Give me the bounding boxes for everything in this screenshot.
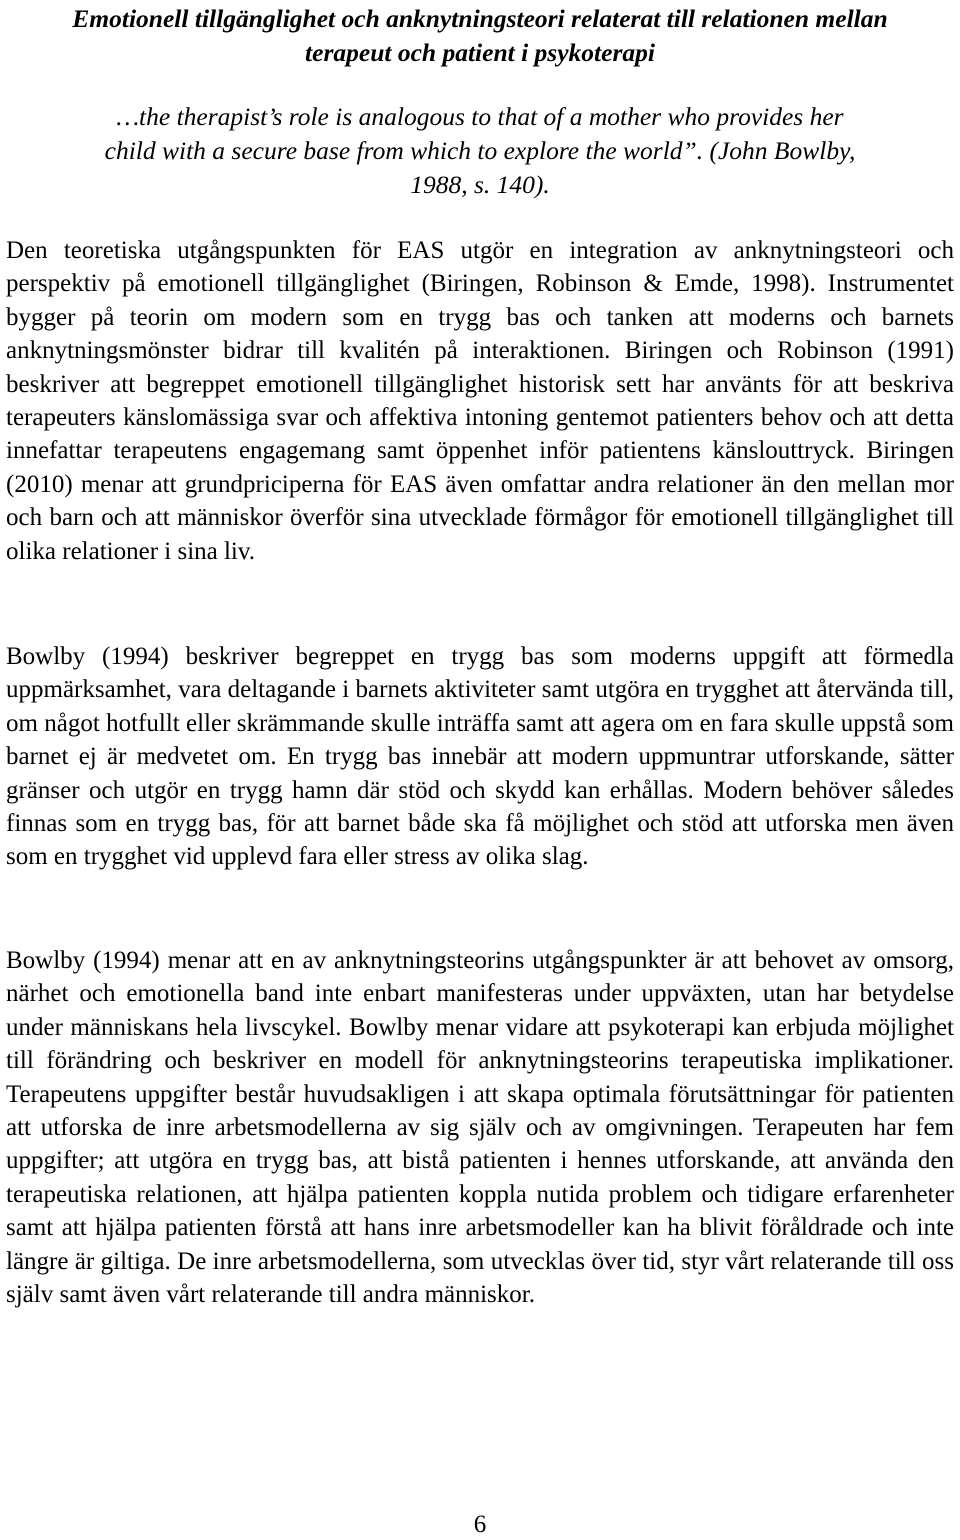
- paragraph-therapist-tasks: Bowlby (1994) menar att en av anknytningsteorins utgångspunkter är att behovet av omsorg, närhet och emotionella band inte enbart manifesteras under uppväxten, utan har betydelse under människans hela livscykel. Bowlby menar vidare att psykoterapi kan erbjuda möjlighet till förändring och beskriver en modell för anknytningsteorins terapeutiska implikationer. Terapeutens uppgifter består huvudsakligen i att skapa optimala förutsättningar för patienten att utforska de inre arbetsmodellerna av sig själv och av omgivningen. Terapeuten har fem uppgifter; att utgöra en trygg bas, att bistå patienten i hennes utforskande, att använda den terapeutiska relationen, att hjälpa patienten koppla nutida problem och tidigare erfarenheter samt att hjälpa patienten förstå att hans inre arbetsmodeller kan ha blivit föråldrade och inte längre är giltiga. De inre arbetsmodellerna, som utvecklas över tid, styr vårt relaterande till oss själv samt även vårt relaterande till andra människor.: [6, 947, 954, 1309]
- page-number: 6: [473, 1511, 487, 1538]
- epigraph-quote: …the therapist’s role is analogous to that of a mother who provides her child with a secure base from which to explore the world”. (John Bowlby, 1988, s. 140).: [104, 102, 856, 199]
- paragraph-eas-theory: Den teoretiska utgångspunkten för EAS utgör en integration av anknytningsteori och perspektiv på emotionell tillgänglighet (Biringen, Robinson & Emde, 1998). Instrumentet bygger på teorin om modern som en trygg bas och tanken att moderns och barnets anknytningsmönster bidrar till kvalitén på interaktionen. Biringen och Robinson (1991) beskriver att begreppet emotionell tillgänglighet historisk sett har använts för att beskriva terapeuters känslomässiga svar och affektiva intoning gentemot patienters behov och att detta innefattar terapeutens engagemang samt öppenhet inför patientens känslouttryck. Biringen (2010) menar att grundpriciperna för EAS även omfattar andra relationer än den mellan mor och barn och att människor överför sina utvecklade förmågor för emotionell tillgänglighet till olika relationer i sina liv.: [6, 237, 954, 565]
- paragraph-secure-base: Bowlby (1994) beskriver begreppet en trygg bas som moderns uppgift att förmedla uppmärksamhet, vara deltagande i barnets aktiviteter samt utgöra en trygghet att återvända till, om något hotfullt eller skrämmande skulle inträffa samt att agera om en fara skulle uppstå som barnet ej är medvetet om. En trygg bas innebär att modern uppmuntrar utforskande, sätter gränser och utgör en trygg hamn där stöd och skydd kan erhållas. Modern behöver således finnas som en trygg bas, för att barnet både ska få möjlighet och stöd att utforska men även som en trygghet vid upplevd fara eller stress av olika slag.: [6, 643, 954, 871]
- document-heading: Emotionell tillgänglighet och anknytningsteori relaterat till relationen mellan terapeut och patient i psykoterapi: [72, 4, 888, 67]
